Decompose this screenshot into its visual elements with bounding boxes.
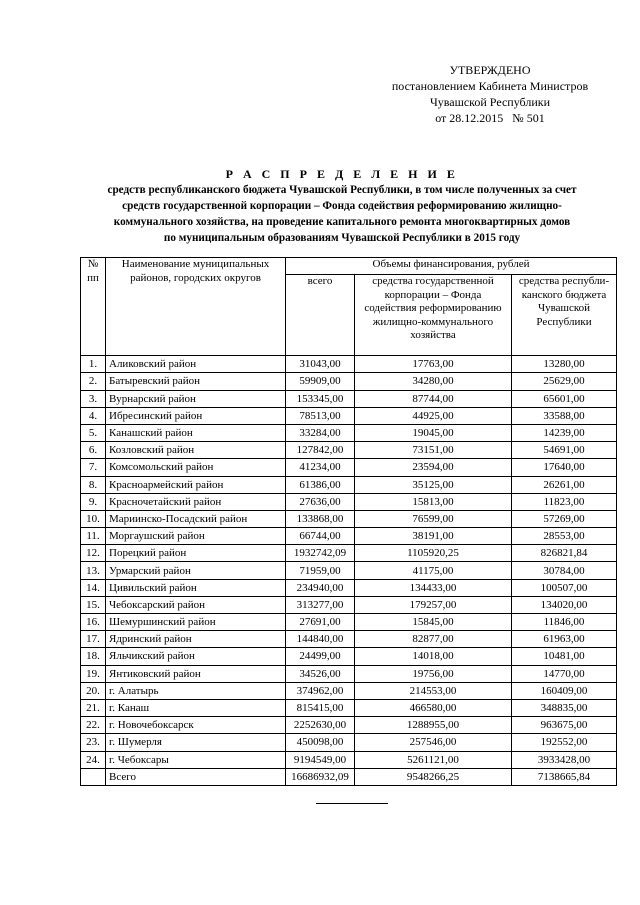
row-fund: 87744,00 [355, 390, 512, 407]
row-num: 4. [81, 407, 106, 424]
document-title [72, 166, 612, 246]
table-row [81, 510, 617, 527]
approval-line: Чувашской Республики [429, 95, 551, 109]
row-total: 61386,00 [286, 476, 355, 493]
row-num: 17. [81, 631, 106, 648]
row-name: Красночетайский район [106, 493, 286, 510]
row-republic: 192552,00 [512, 734, 617, 751]
table-row [81, 579, 617, 596]
row-total: 24499,00 [286, 648, 355, 665]
row-num: 13. [81, 562, 106, 579]
table-row [81, 631, 617, 648]
row-num: 24. [81, 751, 106, 768]
row-republic: 54691,00 [512, 442, 617, 459]
row-num: 6. [81, 442, 106, 459]
row-republic: 61963,00 [512, 631, 617, 648]
row-fund: 14018,00 [355, 648, 512, 665]
table-row [81, 562, 617, 579]
row-total: 144840,00 [286, 631, 355, 648]
totals-total: 16686932,09 [286, 768, 355, 785]
row-num: 21. [81, 699, 106, 716]
row-name: г. Канаш [106, 699, 286, 716]
row-total: 71959,00 [286, 562, 355, 579]
row-republic: 11846,00 [512, 614, 617, 631]
row-name: Козловский район [106, 442, 286, 459]
signature-line [316, 803, 388, 804]
totals-row [81, 768, 617, 785]
row-republic: 14239,00 [512, 424, 617, 441]
row-total: 450098,00 [286, 734, 355, 751]
row-name: г. Новочебоксарск [106, 717, 286, 734]
header-num: № пп [81, 258, 106, 356]
row-num: 3. [81, 390, 106, 407]
row-name: Урмарский район [106, 562, 286, 579]
title-line: коммунального хозяйства, на проведение капитального ремонта многоквартирных домов [113, 216, 571, 228]
row-fund: 214553,00 [355, 682, 512, 699]
table-row [81, 665, 617, 682]
row-num: 16. [81, 614, 106, 631]
row-republic: 28553,00 [512, 528, 617, 545]
row-republic: 65601,00 [512, 390, 617, 407]
row-num: 8. [81, 476, 106, 493]
row-name: г. Чебоксары [106, 751, 286, 768]
title-line: средств республиканского бюджета Чувашской Республики, в том числе полученных за счет [107, 184, 577, 196]
row-fund: 19756,00 [355, 665, 512, 682]
row-republic: 963675,00 [512, 717, 617, 734]
table-row [81, 476, 617, 493]
row-total: 27636,00 [286, 493, 355, 510]
table-row [81, 734, 617, 751]
row-republic: 25629,00 [512, 373, 617, 390]
row-name: Канашский район [106, 424, 286, 441]
header-row [81, 258, 617, 275]
row-num: 19. [81, 665, 106, 682]
table-row [81, 682, 617, 699]
row-num: 10. [81, 510, 106, 527]
row-total: 2252630,00 [286, 717, 355, 734]
row-fund: 1105920,25 [355, 545, 512, 562]
row-name: Яльчикский район [106, 648, 286, 665]
row-name: г. Шумерля [106, 734, 286, 751]
title-line: средств государственной корпорации – Фонда содействия реформированию жилищно- [122, 200, 562, 212]
row-fund: 38191,00 [355, 528, 512, 545]
row-fund: 41175,00 [355, 562, 512, 579]
row-fund: 1288955,00 [355, 717, 512, 734]
row-total: 9194549,00 [286, 751, 355, 768]
row-total: 374962,00 [286, 682, 355, 699]
table-row [81, 614, 617, 631]
row-num: 22. [81, 717, 106, 734]
row-republic: 13280,00 [512, 356, 617, 373]
table-row [81, 407, 617, 424]
row-total: 41234,00 [286, 459, 355, 476]
row-republic: 160409,00 [512, 682, 617, 699]
row-name: Шемуршинский район [106, 614, 286, 631]
row-republic: 26261,00 [512, 476, 617, 493]
row-fund: 134433,00 [355, 579, 512, 596]
row-fund: 34280,00 [355, 373, 512, 390]
row-name: Ядринский район [106, 631, 286, 648]
totals-label: Всего [106, 768, 286, 785]
row-name: Мариинско-Посадский район [106, 510, 286, 527]
row-num: 15. [81, 596, 106, 613]
row-total: 815415,00 [286, 699, 355, 716]
row-fund: 76599,00 [355, 510, 512, 527]
row-total: 1932742,09 [286, 545, 355, 562]
header-republic: средства республи-канского бюджета Чувашской Республики [512, 275, 617, 356]
row-name: Янтиковский район [106, 665, 286, 682]
row-fund: 23594,00 [355, 459, 512, 476]
row-fund: 5261121,00 [355, 751, 512, 768]
row-name: Красноармейский район [106, 476, 286, 493]
row-num: 12. [81, 545, 106, 562]
row-num: 14. [81, 579, 106, 596]
row-name: Ибресинский район [106, 407, 286, 424]
row-republic: 10481,00 [512, 648, 617, 665]
row-fund: 15845,00 [355, 614, 512, 631]
table-row [81, 545, 617, 562]
approval-line: постановлением Кабинета Министров [391, 79, 589, 93]
table-row [81, 356, 617, 373]
table-row [81, 390, 617, 407]
row-republic: 348835,00 [512, 699, 617, 716]
row-total: 27691,00 [286, 614, 355, 631]
totals-num [81, 768, 106, 785]
row-total: 66744,00 [286, 528, 355, 545]
row-fund: 17763,00 [355, 356, 512, 373]
table-row [81, 442, 617, 459]
row-total: 33284,00 [286, 424, 355, 441]
approval-title: УТВЕРЖДЕНО [449, 63, 531, 77]
header-name: Наименование муниципальных районов, городских округов [106, 258, 286, 356]
row-num: 2. [81, 373, 106, 390]
row-total: 133868,00 [286, 510, 355, 527]
title-heading: Р А С П Р Е Д Е Л Е Н И Е [225, 167, 459, 181]
title-line: по муниципальным образованиям Чувашской Республики в 2015 году [163, 232, 521, 244]
row-republic: 33588,00 [512, 407, 617, 424]
row-republic: 826821,84 [512, 545, 617, 562]
table-row [81, 717, 617, 734]
row-name: Порецкий район [106, 545, 286, 562]
table-row [81, 699, 617, 716]
approval-block [360, 62, 620, 126]
row-num: 11. [81, 528, 106, 545]
row-republic: 3933428,00 [512, 751, 617, 768]
header-fund: средства государственной корпорации – Фонда содействия реформированию жилищно-коммунального хозяйства [355, 275, 512, 356]
row-fund: 44925,00 [355, 407, 512, 424]
row-republic: 100507,00 [512, 579, 617, 596]
row-num: 7. [81, 459, 106, 476]
row-total: 313277,00 [286, 596, 355, 613]
row-fund: 179257,00 [355, 596, 512, 613]
row-fund: 466580,00 [355, 699, 512, 716]
row-name: Моргаушский район [106, 528, 286, 545]
row-total: 78513,00 [286, 407, 355, 424]
row-name: Вурнарский район [106, 390, 286, 407]
table-row [81, 751, 617, 768]
row-fund: 82877,00 [355, 631, 512, 648]
table-row [81, 493, 617, 510]
table-row [81, 528, 617, 545]
table-row [81, 648, 617, 665]
row-republic: 57269,00 [512, 510, 617, 527]
row-name: Цивильский район [106, 579, 286, 596]
row-republic: 14770,00 [512, 665, 617, 682]
table-row [81, 373, 617, 390]
totals-republic: 7138665,84 [512, 768, 617, 785]
approval-date: от 28.12.2015 № 501 [435, 111, 545, 125]
row-fund: 35125,00 [355, 476, 512, 493]
row-fund: 15813,00 [355, 493, 512, 510]
row-republic: 30784,00 [512, 562, 617, 579]
table-row [81, 424, 617, 441]
row-num: 1. [81, 356, 106, 373]
totals-fund: 9548266,25 [355, 768, 512, 785]
table-row [81, 596, 617, 613]
header-total: всего [286, 275, 355, 356]
row-num: 18. [81, 648, 106, 665]
row-name: Батыревский район [106, 373, 286, 390]
row-total: 234940,00 [286, 579, 355, 596]
distribution-table [80, 257, 617, 786]
row-num: 23. [81, 734, 106, 751]
row-republic: 11823,00 [512, 493, 617, 510]
row-fund: 19045,00 [355, 424, 512, 441]
row-total: 59909,00 [286, 373, 355, 390]
row-fund: 257546,00 [355, 734, 512, 751]
header-volumes: Объемы финансирования, рублей [286, 258, 617, 275]
row-fund: 73151,00 [355, 442, 512, 459]
table-body [81, 356, 617, 786]
row-total: 31043,00 [286, 356, 355, 373]
row-total: 127842,00 [286, 442, 355, 459]
row-num: 9. [81, 493, 106, 510]
row-num: 20. [81, 682, 106, 699]
row-name: Комсомольский район [106, 459, 286, 476]
row-name: Чебоксарский район [106, 596, 286, 613]
row-num: 5. [81, 424, 106, 441]
row-republic: 17640,00 [512, 459, 617, 476]
table-row [81, 459, 617, 476]
row-total: 153345,00 [286, 390, 355, 407]
row-republic: 134020,00 [512, 596, 617, 613]
row-total: 34526,00 [286, 665, 355, 682]
row-name: Аликовский район [106, 356, 286, 373]
row-name: г. Алатырь [106, 682, 286, 699]
